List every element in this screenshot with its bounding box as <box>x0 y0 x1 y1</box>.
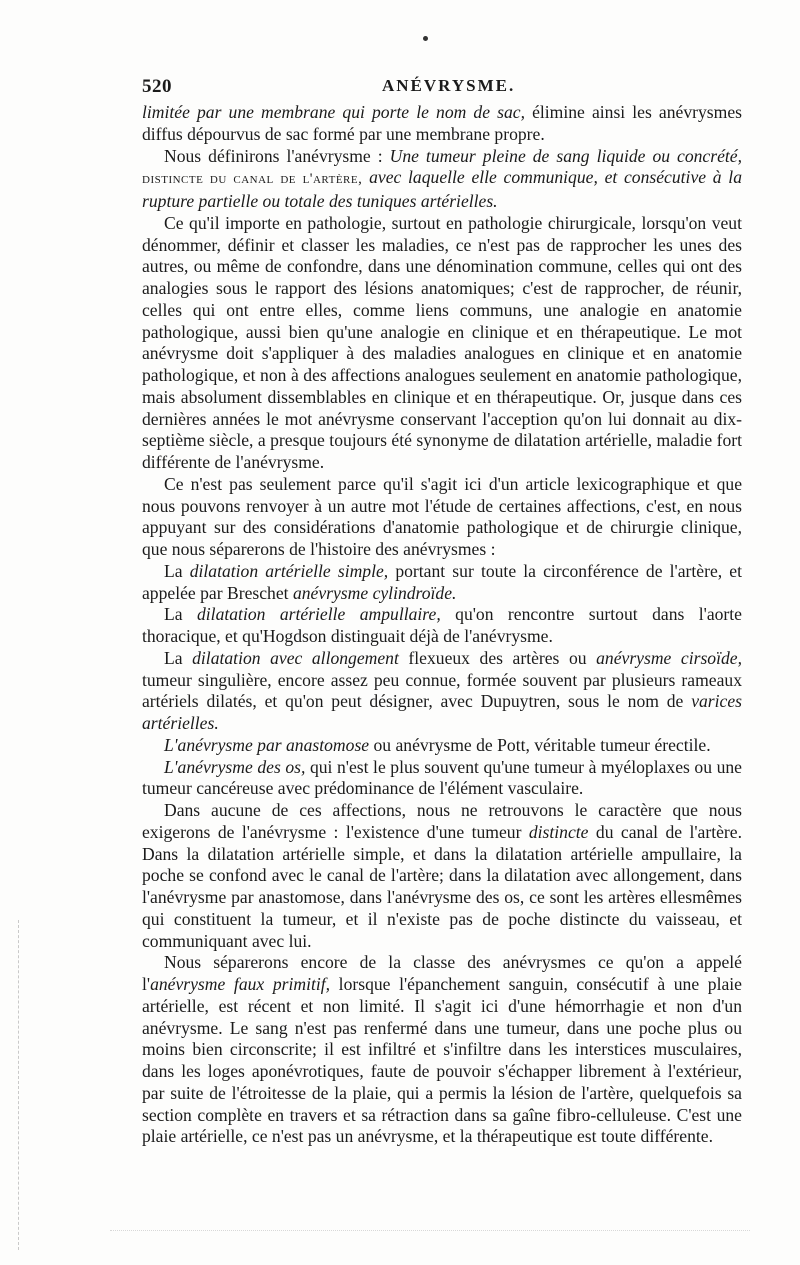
paragraph-1 <box>142 102 742 146</box>
text-run: La <box>164 604 197 625</box>
paragraph-3 <box>142 213 742 474</box>
page-number: 520 <box>142 76 172 97</box>
text-run: du canal de l'artère. Dans la dilatation artérielle simple, et dans la dilatation artérielle ampullaire, la poche se confond avec le canal de l'artère; dans la dilatation avec allongement, dans l'anévrysme par anastomose, dans l'anévrysme des os, ce sont les artères ellesmêmes qui constituent la tumeur, et il n'existe pas de poche distincte du vaisseau, et communiquant avec lui. <box>142 821 742 951</box>
italic-text: Une tumeur pleine de sang liquide ou concrété, <box>389 145 742 166</box>
italic-text: anévrysme faux primitif, <box>150 974 331 994</box>
italic-text: dilatation artérielle simple, <box>189 560 389 581</box>
scan-margin-artifact <box>18 920 25 1250</box>
paragraph-5 <box>142 561 742 605</box>
text-run: Nous séparerons encore de la classe des anévrysmes ce qu'on a appelé l' <box>142 952 742 994</box>
italic-text: anévrysme cirsoïde, <box>596 647 742 668</box>
text-run: Ce qu'il importe en pathologie, surtout en pathologie chirurgicale, lorsqu'on veut dénommer, définir et classer les maladies, ce n'est pas de rapprocher les unes des autres, ou même de confondre, dans une dénomination commune, celles qui ont des analogies sous le rapport des lésions anatomiques; c'est de rapprocher, de réunir, celles qui ont entre elles, comme liens communs, une analogie en anatomie pathologique, aussi bien qu'une analogie en clinique et en thérapeutique. Le mot anévrysme doit s'appliquer à des maladies analogues en clinique et en anatomie pathologique, et non à des affections analogues seulement en anatomie pathologique, mais absolument dissemblables en clinique et en thérapeutique. Or, jusque dans ces dernières années le mot anévrysme conservant l'acception qu'on lui donnait au dix-septième siècle, a presque toujours été synonyme de dilatation artérielle, maladie fort différente de l'anévrysme. <box>142 212 742 472</box>
italic-text: anévrysme cylindroïde. <box>292 582 457 603</box>
italic-text: dilatation avec allongement <box>192 647 399 668</box>
body-text <box>142 102 742 1148</box>
italic-text: dilatation artérielle ampullaire, <box>197 604 441 625</box>
text-run: tumeur singulière, encore assez peu connue, formée souvent par plusieurs rameaux artériels dilatés, et qu'on peut désigner, avec Dupuytren, sous le nom de <box>142 669 742 712</box>
paragraph-10 <box>142 800 742 952</box>
text-run: qu'on rencontre surtout dans l'aorte thoracique, et qu'Hogdson distinguait déjà de l'anévrysme. <box>142 604 742 646</box>
paragraph-2 <box>142 146 742 213</box>
italic-text: limitée par une membrane qui porte le nom de sac, <box>142 102 525 122</box>
text-run: élimine ainsi les anévrysmes diffus dépourvus de sac formé par une membrane propre. <box>142 102 742 144</box>
paragraph-9 <box>142 757 742 801</box>
paragraph-8 <box>142 735 742 757</box>
text-run: lorsque l'épanchement sanguin, consécutif à une plaie artérielle, est récent et non limité. Il s'agit ici d'une hémorrhagie et non d'un anévrysme. Le sang n'est pas renfermé dans une tumeur, dans une poche plus ou moins bien circonscrite; il est infiltré et s'infiltre dans les interstices musculaires, dans les loges aponévrotiques, faute de pouvoir s'échapper librement à l'extérieur, par suite de l'étroitesse de la plaie, qui a permis la lésion de l'artère, quelquefois sa section complète en travers et sa rétraction dans sa gaîne fibro-celluleuse. C'est une plaie artérielle, ce n'est pas un anévrysme, et la thérapeutique est toute différente. <box>142 974 742 1147</box>
italic-text: varices artérielles. <box>142 691 742 733</box>
print-mark <box>423 36 428 41</box>
text-run: Dans aucune de ces affections, nous ne retrouvons le caractère que nous exigerons de l'anévrysme : l'existence d'une tumeur <box>142 800 742 842</box>
scan-bottom-artifact <box>110 1230 750 1231</box>
paragraph-6 <box>142 604 742 648</box>
italic-text: distincte <box>528 821 589 842</box>
paragraph-11 <box>142 952 742 1148</box>
italic-text: L'anévrysme par anastomose <box>164 734 370 755</box>
text-run: Ce n'est pas seulement parce qu'il s'agit ici d'un article lexicographique et que nous pouvons renvoyer à un autre mot l'étude de certaines affections, c'est, en nous appuyant sur des considérations d'anatomie pathologique et de chirurgie clinique, que nous séparerons de l'histoire des anévrysmes : <box>142 473 742 559</box>
running-title: ANÉVRYSME. <box>382 76 516 95</box>
small-caps-text: distincte du canal de l'artère, <box>142 171 363 188</box>
page-header <box>142 76 742 102</box>
text-run: portant sur toute la circonférence de l'artère, et appelée par Breschet <box>142 560 742 603</box>
paragraph-4 <box>142 474 742 561</box>
text-run: qui n'est le plus souvent qu'une tumeur à myéloplaxes ou une tumeur cancéreuse avec prédominance de l'élément vasculaire. <box>142 756 742 799</box>
text-run: ou anévrysme de Pott, véritable tumeur érectile. <box>369 734 711 755</box>
text-run: La <box>164 560 190 581</box>
italic-text: L'anévrysme des os, <box>164 756 306 777</box>
text-run: La <box>164 647 193 668</box>
text-run: Nous définirons l'anévrysme : <box>164 145 390 166</box>
paragraph-7 <box>142 648 742 735</box>
italic-text: avec laquelle elle communique, et consécutive à la rupture partielle ou totale des tuniques artérielles. <box>142 167 742 211</box>
text-run: flexueux des artères ou <box>398 647 597 668</box>
